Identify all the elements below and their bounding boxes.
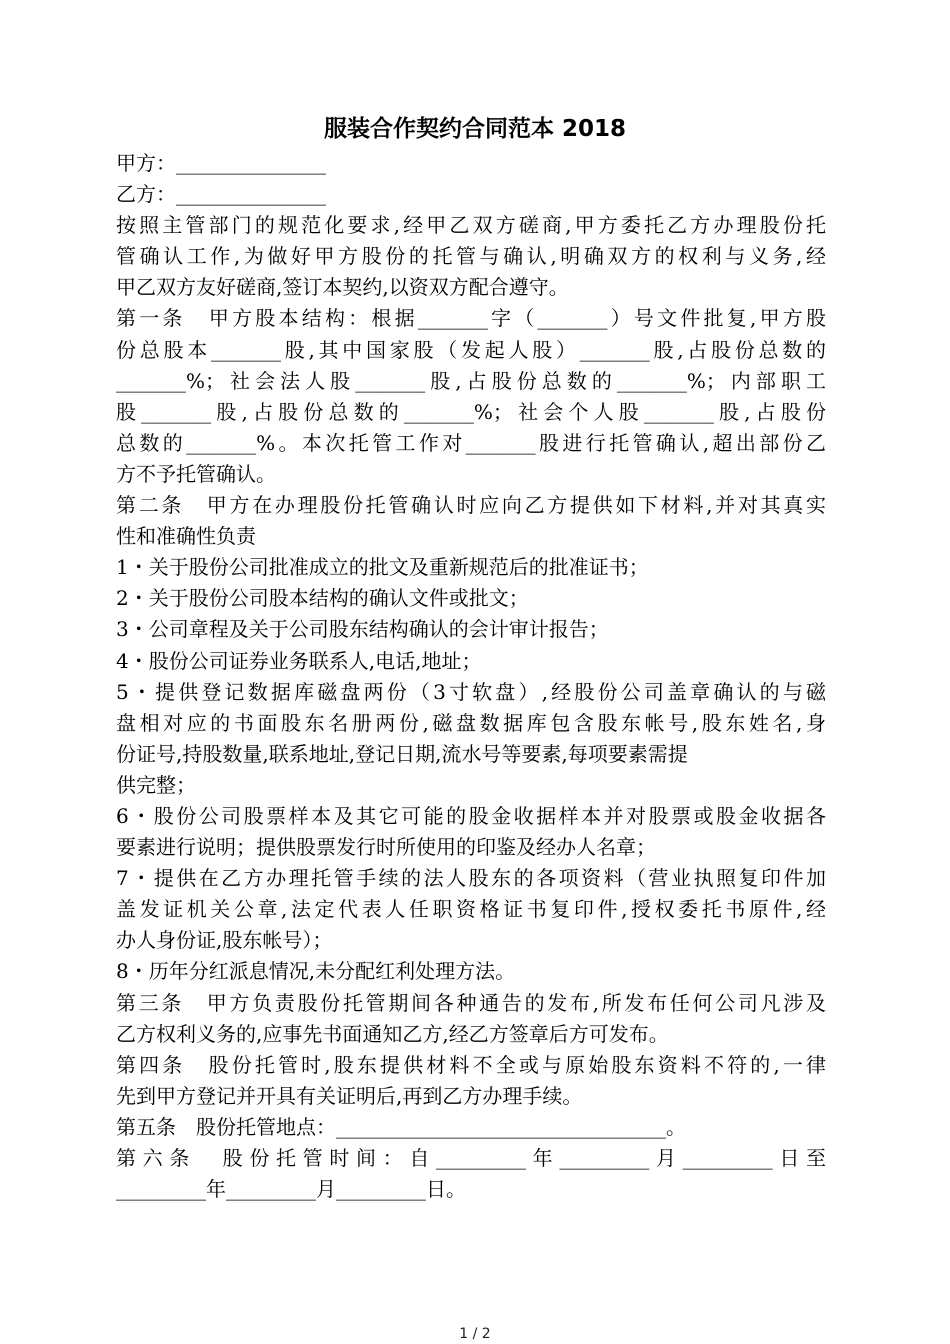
- document-line: 份总股本_______股,其中国家股（发起人股）_______股,占股份总数的: [116, 337, 826, 362]
- document-body: [116, 148, 826, 1205]
- document-line: 5・提供登记数据库磁盘两份（3寸软盘）,经股份公司盖章确认的与磁: [116, 679, 826, 704]
- document-line: 第一条 甲方股本结构：根据_______字（_______）号文件批复,甲方股: [116, 306, 826, 331]
- document-line: 办人身份证,股东帐号）；: [116, 928, 333, 953]
- document-line: 盘相对应的书面股东名册两份,磁盘数据库包含股东帐号,股东姓名,身: [116, 710, 826, 735]
- document-line: 2・关于股份公司股本结构的确认文件或批文；: [116, 586, 529, 611]
- document-line: 7・提供在乙方办理托管手续的法人股东的各项资料（营业执照复印件加: [116, 866, 826, 891]
- document-line: 3・公司章程及关于公司股东结构确认的会计审计报告；: [116, 617, 609, 642]
- document-line: 8・历年分红派息情况,未分配红利处理方法。: [116, 959, 516, 984]
- document-line: 6・股份公司股票样本及其它可能的股金收据样本并对股票或股金收据各: [116, 803, 826, 828]
- document-line: 先到甲方登记并开具有关证明后,再到乙方办理手续。: [116, 1083, 583, 1108]
- document-line: 乙方权利义务的,应事先书面通知乙方,经乙方签章后方可发布。: [116, 1021, 669, 1046]
- document-line: 第二条 甲方在办理股份托管确认时应向乙方提供如下材料,并对其真实: [116, 493, 826, 518]
- document-line: 1・关于股份公司批准成立的批文及重新规范后的批准证书；: [116, 555, 649, 580]
- document-line: 甲乙双方友好磋商,签订本契约,以资双方配合遵守。: [116, 275, 569, 300]
- document-line: 乙方：_______________: [116, 182, 326, 207]
- document-line: 总数的_______%。本次托管工作对_______股进行托管确认,超出部份乙: [116, 430, 826, 455]
- document-line: 盖发证机关公章,法定代表人任职资格证书复印件,授权委托书原件,经: [116, 897, 826, 922]
- document-line: 供完整；: [116, 772, 196, 797]
- document-line: 份证号,持股数量,联系地址,登记日期,流水号等要素,每项要素需提: [116, 741, 688, 766]
- document-line: 管确认工作,为做好甲方股份的托管与确认,明确双方的权利与义务,经: [116, 244, 826, 269]
- document-line: 股_______股,占股份总数的_______%；社会个人股_______股,占股份: [116, 399, 826, 424]
- document-line: 性和准确性负责: [116, 524, 256, 549]
- document-line: 按照主管部门的规范化要求,经甲乙双方磋商,甲方委托乙方办理股份托: [116, 213, 826, 238]
- document-line: 方不予托管确认。: [116, 461, 276, 486]
- document-title: 服装合作契约合同范本 2018: [323, 116, 627, 142]
- document-line: 要素进行说明；提供股票发行时所使用的印鉴及经办人名章；: [116, 835, 656, 860]
- document-line: _______%；社会法人股_______股,占股份总数的_______%；内部职工: [116, 368, 826, 393]
- document-line: 4・股份公司证券业务联系人,电话,地址；: [116, 648, 482, 673]
- document-line: 第四条 股份托管时,股东提供材料不全或与原始股东资料不符的,一律: [116, 1052, 826, 1077]
- document-line: 第五条 股份托管地点：_________________________________。: [116, 1114, 686, 1139]
- document-line: _________年_________月_________日。: [116, 1177, 466, 1202]
- document-line: 第三条 甲方负责股份托管期间各种通告的发布,所发布任何公司凡涉及: [116, 990, 826, 1015]
- page-number: 1 / 2: [459, 1326, 491, 1342]
- document-line: 第六条 股份托管时间：自_________年_________月_________日至: [116, 1146, 826, 1170]
- document-line: 甲方：_______________: [116, 151, 326, 175]
